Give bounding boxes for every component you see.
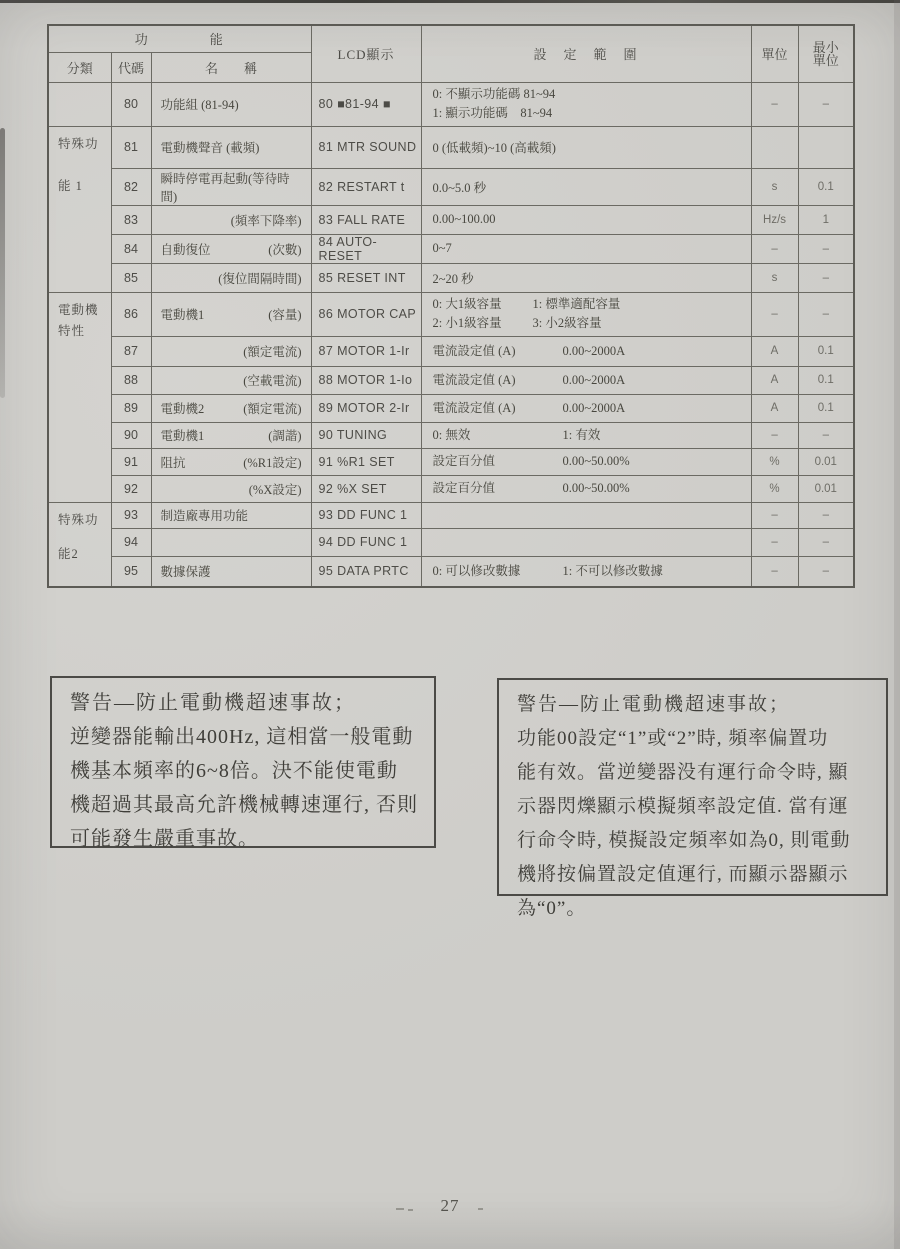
cell-code: 94 <box>111 528 151 556</box>
cell-name: (頻率下降率) <box>151 205 311 234</box>
table-row <box>48 448 854 475</box>
header-lcd-display: LCD顯示 <box>311 25 421 82</box>
table-row <box>48 475 854 502</box>
cell-range: 設定百分值 0.00~50.00% <box>421 448 751 475</box>
cell-min-unit: 1 <box>798 205 854 234</box>
cell-name: (額定電流) <box>151 336 311 366</box>
cell-range: 0: 可以修改數據 1: 不可以修改數據 <box>421 556 751 587</box>
header-function: 功 能 <box>48 25 311 52</box>
warning-line: 機超過其最高允許機械轉速運行, 否則 <box>70 794 418 816</box>
cell-name: 電動機1 (調諧) <box>151 422 311 448</box>
table-row <box>48 366 854 394</box>
cell-unit: s <box>751 168 798 205</box>
cell-range: 0 (低載頻)~10 (高載頻) <box>421 126 751 168</box>
cell-code: 86 <box>111 292 151 336</box>
cell-range: 0.00~100.00 <box>421 205 751 234</box>
cell-lcd: 88 MOTOR 1-Io <box>311 366 421 394</box>
cell-code: 95 <box>111 556 151 587</box>
page-number: 27 <box>440 1196 460 1215</box>
scan-speck <box>478 1208 483 1210</box>
cell-lcd: 87 MOTOR 1-Ir <box>311 336 421 366</box>
cell-unit: A <box>751 336 798 366</box>
cell-min-unit: 0.01 <box>798 448 854 475</box>
cell-lcd: 91 %R1 SET <box>311 448 421 475</box>
table-row <box>48 502 854 528</box>
table-row <box>48 82 854 126</box>
cell-code: 85 <box>111 263 151 292</box>
cell-code: 91 <box>111 448 151 475</box>
scan-speck <box>408 1209 413 1211</box>
function-code-table <box>47 24 855 588</box>
cell-range: 0.0~5.0 秒 <box>421 168 751 205</box>
warning-line: 行命令時, 模擬設定頻率如為0, 則電動 <box>517 830 851 851</box>
cell-name: 數據保護 <box>151 556 311 587</box>
header-unit: 單位 <box>751 25 798 82</box>
cell-unit: – <box>751 528 798 556</box>
header-setting-range: 設 定 範 圍 <box>421 25 751 82</box>
header-category: 分類 <box>48 52 111 82</box>
scan-edge-artifact <box>0 128 5 398</box>
warning-box-overspeed-output <box>50 676 436 848</box>
cell-range: 電流設定值 (A) 0.00~2000A <box>421 366 751 394</box>
cell-lcd: 92 %X SET <box>311 475 421 502</box>
cell-category-special1: 特殊功 能 1 <box>48 126 111 292</box>
cell-name <box>151 528 311 556</box>
cell-lcd: 93 DD FUNC 1 <box>311 502 421 528</box>
cell-code: 93 <box>111 502 151 528</box>
cell-category-special2: 特殊功 能2 <box>48 502 111 587</box>
header-name: 名 稱 <box>151 52 311 82</box>
table-row <box>48 168 854 205</box>
table-row <box>48 528 854 556</box>
cell-lcd: 90 TUNING <box>311 422 421 448</box>
cell-name: 瞬時停電再起動(等待時間) <box>151 168 311 205</box>
cell-lcd: 94 DD FUNC 1 <box>311 528 421 556</box>
cell-lcd: 95 DATA PRTC <box>311 556 421 587</box>
warning-line: 機基本頻率的6~8倍。決不能使電動 <box>70 760 398 782</box>
cell-code: 81 <box>111 126 151 168</box>
table-row <box>48 556 854 587</box>
table-row <box>48 234 854 263</box>
cell-category-motor: 電動機 特性 <box>48 292 111 502</box>
cell-min-unit: 0.1 <box>798 394 854 422</box>
cell-range <box>421 502 751 528</box>
cell-min-unit: – <box>798 502 854 528</box>
warning-box-frequency-bias <box>497 678 888 919</box>
table-row <box>48 394 854 422</box>
table-row <box>48 126 854 168</box>
cell-min-unit: – <box>798 556 854 587</box>
warning-title: 警告—防止電動機超速事故； <box>517 694 791 715</box>
table-row <box>48 422 854 448</box>
cell-code: 89 <box>111 394 151 422</box>
cell-lcd: 89 MOTOR 2-Ir <box>311 394 421 422</box>
cell-min-unit: – <box>798 234 854 263</box>
warning-title: 警告—防止電動機超速事故； <box>70 692 356 714</box>
cell-name: (空載電流) <box>151 366 311 394</box>
cell-range: 電流設定值 (A) 0.00~2000A <box>421 394 751 422</box>
scan-edge-artifact <box>894 0 900 1249</box>
warning-line: 為“0”。 <box>517 898 587 919</box>
table-header-row <box>48 25 854 52</box>
table-row <box>48 263 854 292</box>
warning-line: 逆變器能輸出400Hz, 這相當一般電動 <box>70 726 414 748</box>
scan-edge-artifact <box>0 0 900 3</box>
cell-range <box>421 528 751 556</box>
scan-speck <box>396 1208 404 1210</box>
cell-range: 設定百分值 0.00~50.00% <box>421 475 751 502</box>
cell-range: 0: 大1級容量 1: 標準適配容量 2: 小1級容量 3: 小2級容量 <box>421 292 751 336</box>
cell-unit: – <box>751 234 798 263</box>
cell-min-unit: 0.01 <box>798 475 854 502</box>
cell-unit: – <box>751 422 798 448</box>
cell-unit: Hz/s <box>751 205 798 234</box>
header-min-unit: 最小 單位 <box>798 25 854 82</box>
cell-code: 92 <box>111 475 151 502</box>
warning-line: 機將按偏置設定值運行, 而顯示器顯示 <box>517 864 849 885</box>
cell-range: 0: 無效 1: 有效 <box>421 422 751 448</box>
cell-name: 電動機聲音 (載頻) <box>151 126 311 168</box>
cell-min-unit: 0.1 <box>798 336 854 366</box>
cell-unit: A <box>751 394 798 422</box>
cell-min-unit: – <box>798 528 854 556</box>
cell-unit <box>751 126 798 168</box>
cell-code: 80 <box>111 82 151 126</box>
cell-lcd: 81 MTR SOUND <box>311 126 421 168</box>
cell-range: 2~20 秒 <box>421 263 751 292</box>
cell-min-unit: – <box>798 422 854 448</box>
cell-lcd: 82 RESTART t <box>311 168 421 205</box>
cell-name: (%X設定) <box>151 475 311 502</box>
cell-code: 87 <box>111 336 151 366</box>
cell-unit: – <box>751 292 798 336</box>
cell-range: 電流設定值 (A) 0.00~2000A <box>421 336 751 366</box>
cell-lcd: 84 AUTO-RESET <box>311 234 421 263</box>
cell-code: 90 <box>111 422 151 448</box>
warning-line: 功能00設定“1”或“2”時, 頻率偏置功 <box>517 728 829 749</box>
cell-name: 制造廠專用功能 <box>151 502 311 528</box>
cell-unit: – <box>751 502 798 528</box>
cell-category <box>48 82 111 126</box>
cell-unit: – <box>751 556 798 587</box>
warning-line: 可能發生嚴重事故。 <box>70 828 259 850</box>
table-row <box>48 292 854 336</box>
warning-line: 示器閃爍顯示模擬頻率設定值. 當有運 <box>517 796 849 817</box>
cell-lcd: 83 FALL RATE <box>311 205 421 234</box>
table-row <box>48 336 854 366</box>
cell-lcd: 86 MOTOR CAP <box>311 292 421 336</box>
cell-code: 83 <box>111 205 151 234</box>
cell-name: 電動機1 (容量) <box>151 292 311 336</box>
cell-unit: % <box>751 475 798 502</box>
cell-range: 0: 不顯示功能碼 81~94 1: 顯示功能碼 81~94 <box>421 82 751 126</box>
cell-unit: % <box>751 448 798 475</box>
cell-min-unit <box>798 126 854 168</box>
warning-line: 能有效。當逆變器没有運行命令時, 顯 <box>517 762 849 783</box>
cell-range: 0~7 <box>421 234 751 263</box>
header-code: 代碼 <box>111 52 151 82</box>
cell-code: 84 <box>111 234 151 263</box>
cell-name: (復位間隔時間) <box>151 263 311 292</box>
cell-unit: A <box>751 366 798 394</box>
cell-lcd: 85 RESET INT <box>311 263 421 292</box>
cell-min-unit: – <box>798 82 854 126</box>
cell-lcd: 80 ■81-94 ■ <box>311 82 421 126</box>
cell-name: 功能組 (81-94) <box>151 82 311 126</box>
table-row <box>48 205 854 234</box>
cell-min-unit: – <box>798 292 854 336</box>
cell-min-unit: – <box>798 263 854 292</box>
cell-min-unit: 0.1 <box>798 366 854 394</box>
cell-name: 電動機2 (額定電流) <box>151 394 311 422</box>
cell-code: 82 <box>111 168 151 205</box>
cell-unit: – <box>751 82 798 126</box>
cell-min-unit: 0.1 <box>798 168 854 205</box>
cell-code: 88 <box>111 366 151 394</box>
cell-name: 阻抗 (%R1設定) <box>151 448 311 475</box>
cell-name: 自動復位 (次數) <box>151 234 311 263</box>
cell-unit: s <box>751 263 798 292</box>
